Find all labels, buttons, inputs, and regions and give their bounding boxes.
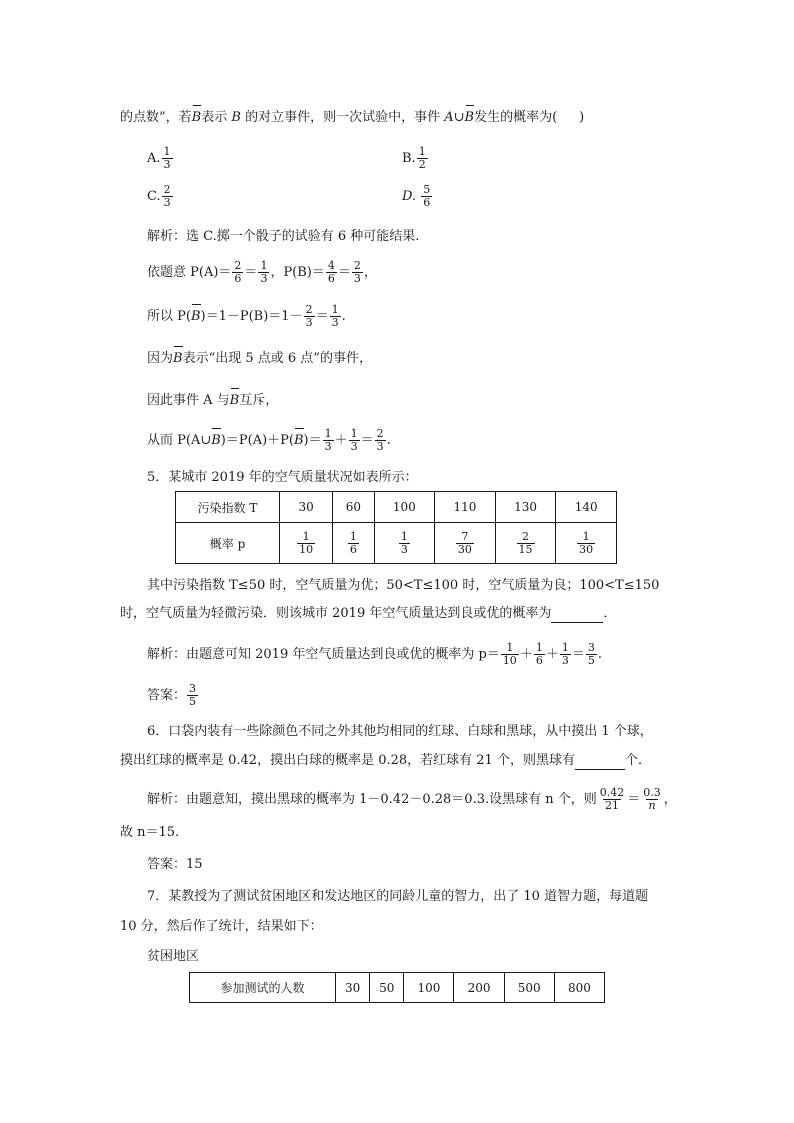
b-bar-symbol: B [464, 110, 475, 125]
q7-stem: 7．某教授为了测试贫困地区和发达地区的同龄儿童的智力，出了 10 道智力题，每道题 [147, 889, 649, 904]
table-cell: 100 [374, 492, 435, 523]
q4-text: ) [579, 110, 585, 125]
table-cell: $\frac{7}{30}$ [435, 523, 496, 564]
b-bar-symbol: B [211, 433, 221, 448]
solution-line: 因为B表示“出现 5 点或 6 点”的事件， [147, 351, 372, 366]
table-cell: 200 [454, 973, 504, 1003]
solution-line: 解析：由题意知，摸出黑球的概率为 1－0.42－0.28＝0.3.设黑球有 n 个，则 $\frac{0.42}{21}$ ＝ $\frac{0.3}{n}$ ， [147, 786, 677, 812]
b-bar-symbol: B [229, 393, 240, 408]
table-header: 参加测试的人数 [190, 973, 336, 1003]
solution-line: 解析：选 C.掷一个骰子的试验有 6 种可能结果. [147, 229, 420, 244]
solution-line: 解析：由题意可知 2019 年空气质量达到良或优的概率为 p＝ $\frac{1}{10}$ ＋ $\frac{1}{6}$ ＋ $\frac{1}{3}$ ＝ $\frac{3}{5}$ . [147, 641, 602, 667]
answer-line: 答案： $\frac{3}{5}$ [147, 682, 197, 708]
q4-text: B [231, 110, 241, 125]
solution-line: 依题意 P(A)＝ $\frac{2}{6}$ ＝ $\frac{1}{3}$ ，P(B)＝ $\frac{4}{6}$ ＝ $\frac{2}{3}$ ， [147, 259, 377, 285]
q6-stem: 摸出红球的概率是 0.42，摸出白球的概率是 0.28，若红球有 21 个，则黑球有 个． [120, 753, 651, 768]
fraction: $\frac{1}{3}$ [163, 145, 171, 171]
table-cell: 50 [370, 973, 404, 1003]
table-cell: 100 [404, 973, 454, 1003]
fraction: $\frac{2}{3}$ [163, 183, 171, 209]
q4-text: 表示 [201, 110, 228, 125]
option-d: D. $\frac{5}{6}$ [402, 183, 431, 209]
table-cell: 130 [495, 492, 556, 523]
option-b: B. $\frac{1}{2}$ [402, 145, 426, 171]
test-table [189, 972, 605, 1003]
table-cell: 140 [556, 492, 617, 523]
b-bar-symbol: B [293, 433, 304, 448]
region-label: 贫困地区 [147, 949, 200, 964]
option-a: A. $\frac{1}{3}$ [147, 145, 171, 171]
table-cell: 30 [336, 973, 370, 1003]
q6-stem: 6．口袋内装有一些除颜色不同之外其他均相同的红球、白球和黑球，从中摸出 1 个球， [147, 724, 653, 739]
table-cell: 800 [554, 973, 604, 1003]
b-bar-symbol: B [191, 110, 202, 125]
b-bar-symbol: B [173, 351, 183, 366]
answer-blank [575, 755, 625, 770]
table-header: 概率 p [176, 523, 280, 564]
q5-stem: 5．某城市 2019 年的空气质量状况如表所示： [147, 470, 418, 485]
table-cell: $\frac{1}{3}$ [374, 523, 435, 564]
table-cell: 110 [435, 492, 496, 523]
table-cell: $\frac{1}{10}$ [280, 523, 333, 564]
pollution-table [175, 491, 617, 564]
q4-text: ∪ [453, 110, 465, 125]
b-bar-symbol: B [190, 309, 201, 324]
q7-stem: 10 分，然后作了统计，结果如下： [120, 919, 323, 934]
table-cell: $\frac{2}{15}$ [495, 523, 556, 564]
table-cell: 30 [280, 492, 333, 523]
solution-line: 因此事件 A 与B互斥， [147, 393, 279, 408]
q5-body: 时，空气质量为轻微污染．则该城市 2019 年空气质量达到良或优的概率为 ． [120, 606, 617, 621]
table-cell: $\frac{1}{30}$ [556, 523, 617, 564]
q4-text: A [444, 110, 454, 125]
solution-line: 故 n＝15. [120, 825, 180, 840]
q4-text: 的点数”，若 [120, 110, 192, 125]
fraction: $\frac{1}{2}$ [418, 145, 426, 171]
table-cell: $\frac{1}{6}$ [333, 523, 374, 564]
q5-body: 其中污染指数 T≤50 时，空气质量为优；50<T≤100 时，空气质量为良；100<T≤150 [147, 578, 660, 593]
table-header: 污染指数 T [176, 492, 280, 523]
q4-stem-line [120, 109, 584, 127]
q4-text: 发生的概率为( [474, 110, 558, 125]
solution-line: 从而 P(A∪B)＝P(A)＋P(B)＝ $\frac{1}{3}$ ＋ $\frac{1}{3}$ ＝ $\frac{2}{3}$ . [147, 427, 391, 453]
answer-blank [551, 608, 603, 623]
solution-line: 所以 P(B)＝1－P(B)＝1－ $\frac{2}{3}$ ＝ $\frac{1}{3}$ . [147, 303, 346, 329]
table-cell: 60 [333, 492, 374, 523]
answer-line: 答案：15 [147, 857, 203, 872]
option-c: C. $\frac{2}{3}$ [147, 183, 171, 209]
q4-text: 的对立事件，则一次试验中，事件 [245, 110, 441, 125]
fraction: $\frac{5}{6}$ [423, 183, 431, 209]
table-cell: 500 [504, 973, 554, 1003]
